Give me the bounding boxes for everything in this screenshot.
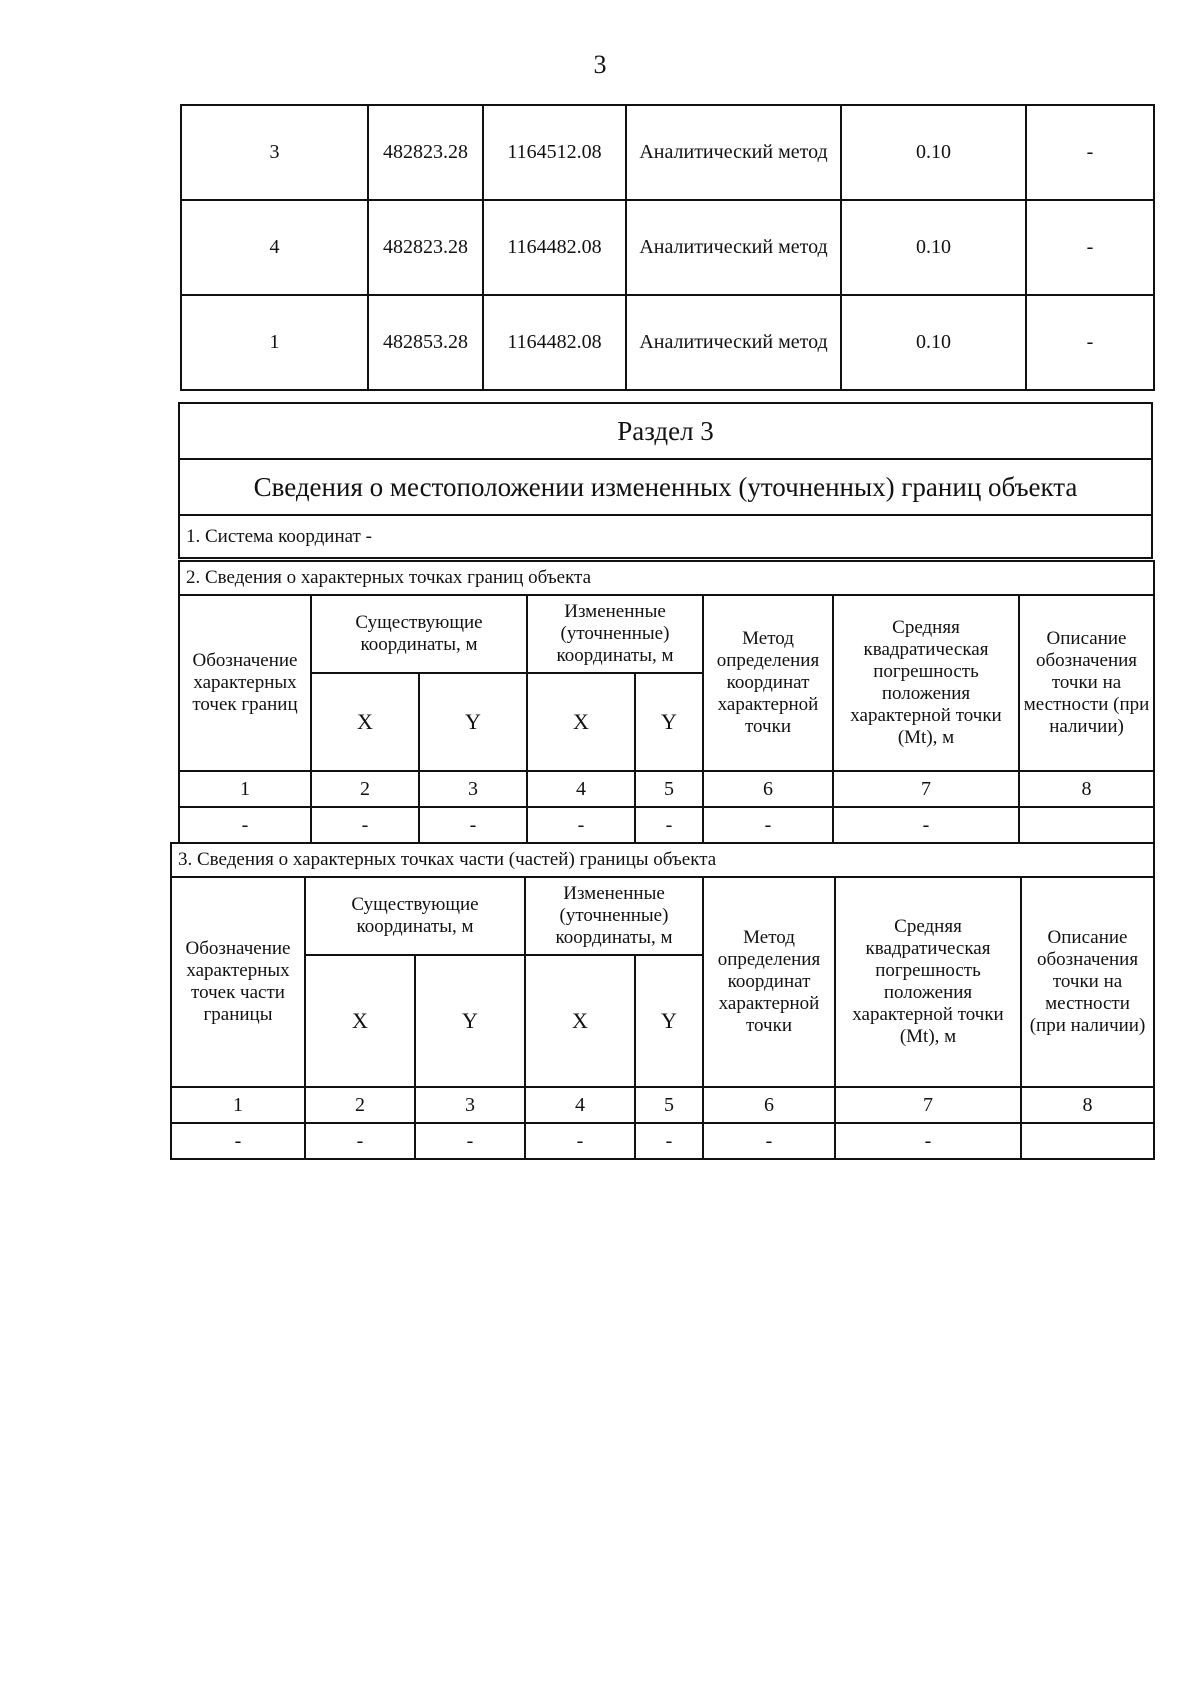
data-cell: -: [835, 1123, 1021, 1159]
data-cell: -: [525, 1123, 635, 1159]
point-cell: 1: [181, 295, 368, 390]
data-cell: -: [415, 1123, 525, 1159]
column-number: 3: [415, 1087, 525, 1123]
header-x: X: [305, 955, 415, 1087]
description-cell: -: [1026, 105, 1154, 200]
boundary-part-points-table: [170, 842, 1155, 1160]
table-caption: 3. Сведения о характерных точках части (частей) границы объекта: [171, 843, 1154, 877]
table-row: [179, 807, 1154, 843]
column-number: 8: [1021, 1087, 1154, 1123]
x-cell: 482823.28: [368, 105, 483, 200]
header-method: Метод определения координат характерной точки: [703, 595, 833, 771]
data-cell: -: [635, 1123, 703, 1159]
data-cell: -: [635, 807, 703, 843]
header-description: Описание обозначения точки на местности (при наличии): [1021, 877, 1154, 1087]
column-number: 8: [1019, 771, 1154, 807]
section-heading-table: [178, 402, 1153, 559]
header-accuracy: Средняя квадратическая погрешность положения характерной точки (Mt), м: [835, 877, 1021, 1087]
column-number: 2: [311, 771, 419, 807]
description-cell: -: [1026, 295, 1154, 390]
header-method: Метод определения координат характерной точки: [703, 877, 835, 1087]
table-row: [181, 295, 1154, 390]
column-number: 4: [527, 771, 635, 807]
accuracy-cell: 0.10: [841, 200, 1026, 295]
column-number: 1: [171, 1087, 305, 1123]
page-number: 3: [593, 50, 607, 79]
table-row: [181, 200, 1154, 295]
header-y: Y: [415, 955, 525, 1087]
table-row: [181, 105, 1154, 200]
description-cell: -: [1026, 200, 1154, 295]
data-cell: -: [179, 807, 311, 843]
method-cell: Аналитический метод: [626, 105, 841, 200]
header-point: Обозначение характерных точек части границы: [171, 877, 305, 1087]
boundary-points-table: [178, 560, 1155, 844]
header-description: Описание обозначения точки на местности (при наличии): [1019, 595, 1154, 771]
column-numbers-row: [179, 771, 1154, 807]
column-number: 6: [703, 771, 833, 807]
header-y: Y: [635, 955, 703, 1087]
section-subtitle: Сведения о местоположении измененных (уточненных) границ объекта: [179, 459, 1152, 515]
accuracy-cell: 0.10: [841, 105, 1026, 200]
column-number: 1: [179, 771, 311, 807]
header-x: X: [311, 673, 419, 771]
column-numbers-row: [171, 1087, 1154, 1123]
coordinates-table-continuation: [180, 104, 1155, 391]
method-cell: Аналитический метод: [626, 200, 841, 295]
header-x: X: [527, 673, 635, 771]
data-cell: -: [703, 1123, 835, 1159]
data-cell: [1019, 807, 1154, 843]
column-number: 2: [305, 1087, 415, 1123]
data-cell: -: [311, 807, 419, 843]
coordinate-system-line: 1. Система координат -: [179, 515, 1152, 558]
header-existing-coords: Существующие координаты, м: [311, 595, 527, 673]
point-cell: 4: [181, 200, 368, 295]
header-point: Обозначение характерных точек границ: [179, 595, 311, 771]
table-caption: 2. Сведения о характерных точках границ объекта: [179, 561, 1154, 595]
accuracy-cell: 0.10: [841, 295, 1026, 390]
y-cell: 1164512.08: [483, 105, 626, 200]
method-cell: Аналитический метод: [626, 295, 841, 390]
y-cell: 1164482.08: [483, 295, 626, 390]
point-cell: 3: [181, 105, 368, 200]
column-number: 7: [833, 771, 1019, 807]
column-number: 3: [419, 771, 527, 807]
data-cell: -: [833, 807, 1019, 843]
table-row: [171, 1123, 1154, 1159]
header-changed-coords: Измененные (уточненные) координаты, м: [527, 595, 703, 673]
header-y: Y: [635, 673, 703, 771]
header-accuracy: Средняя квадратическая погрешность положения характерной точки (Mt), м: [833, 595, 1019, 771]
column-number: 6: [703, 1087, 835, 1123]
column-number: 4: [525, 1087, 635, 1123]
y-cell: 1164482.08: [483, 200, 626, 295]
data-cell: -: [419, 807, 527, 843]
column-number: 7: [835, 1087, 1021, 1123]
header-y: Y: [419, 673, 527, 771]
column-number: 5: [635, 771, 703, 807]
data-cell: -: [305, 1123, 415, 1159]
section-title: Раздел 3: [179, 403, 1152, 459]
header-x: X: [525, 955, 635, 1087]
data-cell: -: [703, 807, 833, 843]
data-cell: [1021, 1123, 1154, 1159]
data-cell: -: [527, 807, 635, 843]
header-changed-coords: Измененные (уточненные) координаты, м: [525, 877, 703, 955]
header-existing-coords: Существующие координаты, м: [305, 877, 525, 955]
x-cell: 482823.28: [368, 200, 483, 295]
x-cell: 482853.28: [368, 295, 483, 390]
data-cell: -: [171, 1123, 305, 1159]
column-number: 5: [635, 1087, 703, 1123]
